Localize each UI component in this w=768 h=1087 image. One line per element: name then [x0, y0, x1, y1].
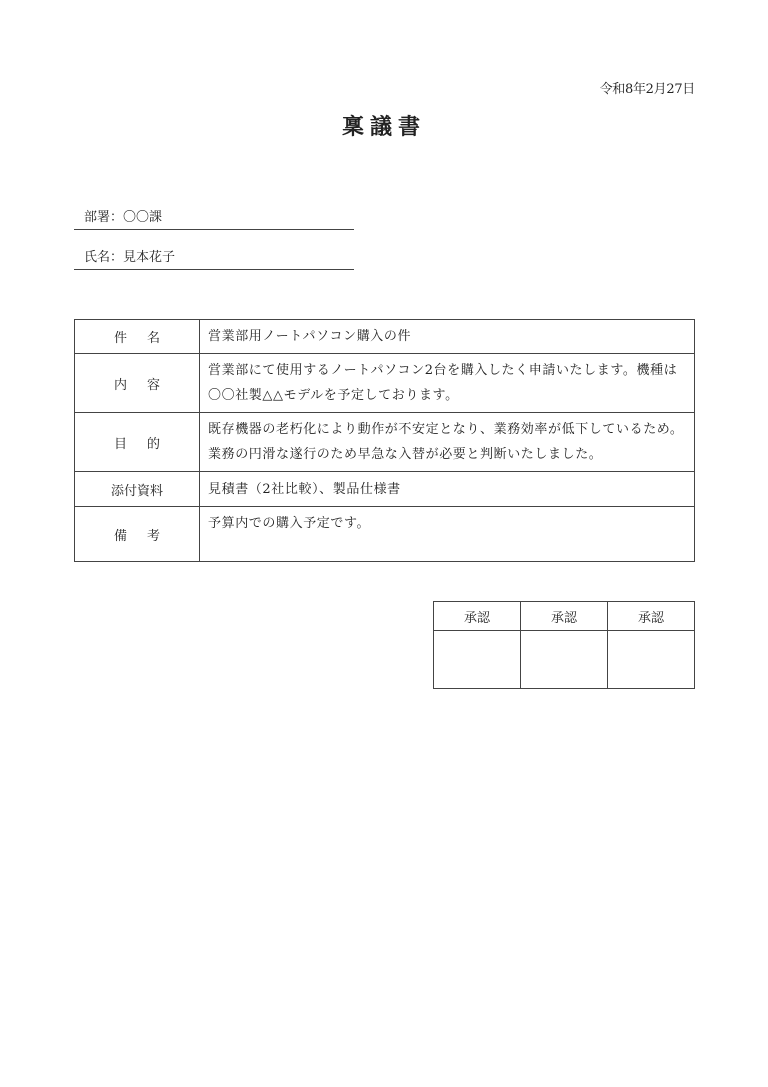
approval-seal-box-3 [608, 631, 695, 689]
department-field: 部署：〇〇課 [74, 206, 354, 230]
table-row-subject [75, 320, 695, 354]
table-row-purpose [75, 413, 695, 472]
label-content: 内 容 [75, 354, 200, 413]
table-row-attachments [75, 472, 695, 507]
approval-header-2: 承認 [521, 602, 608, 631]
value-purpose: 既存機器の老朽化により動作が不安定となり、業務効率が低下しているため。業務の円滑な遂行のため早急な入替が必要と判断いたしました。 [200, 413, 695, 472]
approval-header-1: 承認 [434, 602, 521, 631]
label-remarks: 備 考 [75, 507, 200, 562]
document-date: 令和8年2月27日 [599, 82, 695, 97]
value-content: 営業部にて使用するノートパソコン2台を購入したく申請いたします。機種は〇〇社製△△モデルを予定しております。 [200, 354, 695, 413]
value-attachments: 見積書（2社比較）、製品仕様書 [200, 472, 695, 507]
approval-seal-box-1 [434, 631, 521, 689]
table-row-remarks [75, 507, 695, 562]
document-title: 稟議書 [341, 114, 426, 140]
approval-seal-box-2 [521, 631, 608, 689]
table-row-content [75, 354, 695, 413]
approval-header-row [434, 602, 695, 631]
applicant-name-field: 氏名：見本花子 [74, 246, 354, 270]
approval-seal-row [434, 631, 695, 689]
approval-stamp-table [433, 601, 695, 689]
ringi-form-table [74, 319, 695, 562]
label-attachments: 添付資料 [75, 472, 200, 507]
label-purpose: 目 的 [75, 413, 200, 472]
value-subject: 営業部用ノートパソコン購入の件 [200, 320, 695, 354]
label-subject: 件 名 [75, 320, 200, 354]
approval-header-3: 承認 [608, 602, 695, 631]
value-remarks: 予算内での購入予定です。 [200, 507, 695, 562]
